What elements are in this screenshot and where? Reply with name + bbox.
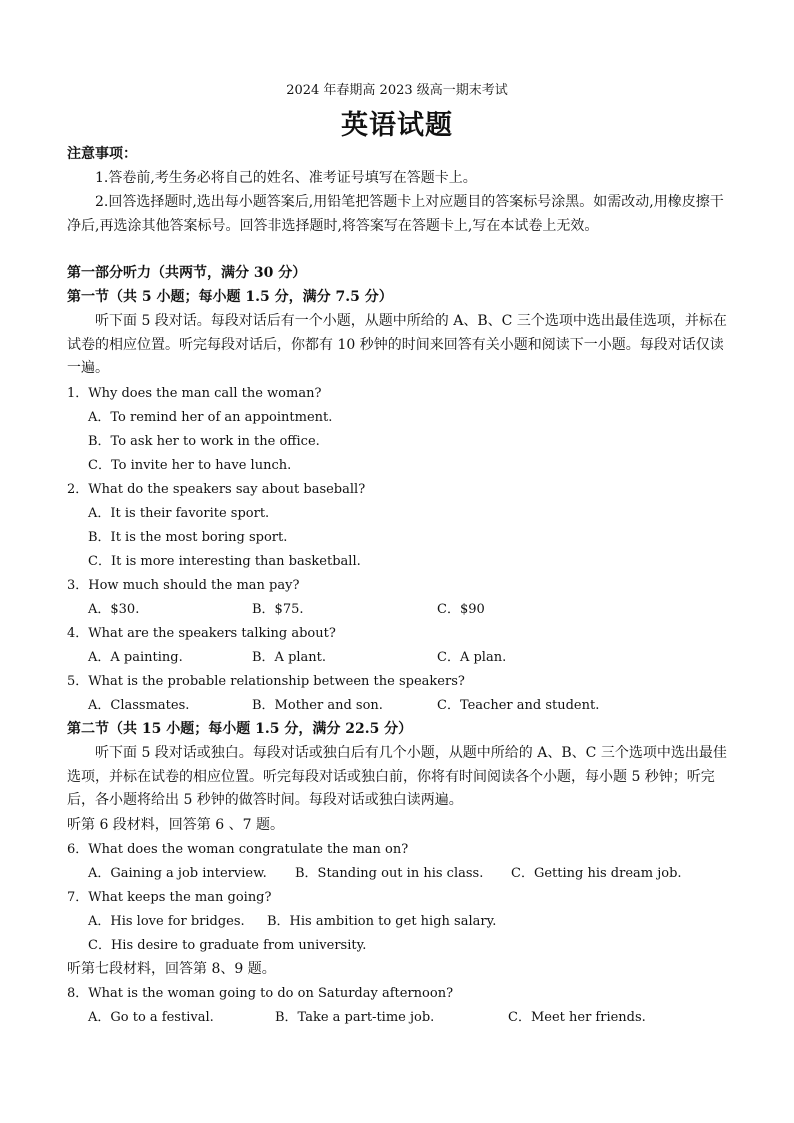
material-6-instruction: 听第 6 段材料，回答第 6 、7 题。 <box>67 817 284 833</box>
question-5-stem: 5．What is the probable relationship between the speakers? <box>67 674 465 689</box>
notice-heading: 注意事项： <box>67 146 137 162</box>
question-6-option-a: A．Gaining a job interview. <box>88 866 267 881</box>
section1-instructions: 听下面 5 段对话。每段对话后有一个小题，从题中所给的 A、B、C 三个选项中选出最佳选项，并标在试卷的相应位置。听完每段对话后，你都有 10 秒钟的时间来回答有关小题和阅读下一小题。每段对话仅读一遍。 <box>67 313 727 376</box>
exam-line: 2024 年春期高 2023 级高一期末考试 <box>286 83 508 98</box>
question-7-option-a: A．His love for bridges. <box>88 914 245 929</box>
section2-heading: 第二节（共 15 小题；每小题 1.5 分，满分 22.5 分） <box>67 721 413 737</box>
question-6-stem: 6．What does the woman congratulate the man on? <box>67 842 409 857</box>
question-8-option-a: A．Go to a festival. <box>88 1010 214 1025</box>
question-7-option-b: B．His ambition to get high salary. <box>267 914 497 929</box>
part1-heading: 第一部分听力（共两节，满分 30 分） <box>67 265 307 281</box>
question-5-option-b: B．Mother and son. <box>252 698 383 713</box>
notice-item-1: 1.答卷前,考生务必将自己的姓名、准考证号填写在答题卡上。 <box>95 170 477 186</box>
question-4-option-a: A．A painting. <box>88 650 183 665</box>
question-6-option-b: B．Standing out in his class. <box>295 866 484 881</box>
question-4-stem: 4．What are the speakers talking about? <box>67 626 336 641</box>
notice-item-2: 2.回答选择题时,选出每小题答案后,用铅笔把答题卡上对应题目的答案标号涂黑。如需改动,用橡皮擦干净后,再选涂其他答案标号。回答非选择题时,将答案写在答题卡上,写在本试卷上无效。 <box>67 194 724 234</box>
question-2-stem: 2．What do the speakers say about baseball? <box>67 482 366 497</box>
question-7-option-c: C．His desire to graduate from university. <box>88 938 367 953</box>
subject-title: 英语试题 <box>341 110 453 141</box>
question-3-option-b: B．$75. <box>252 602 304 617</box>
question-2-option-a: A．It is their favorite sport. <box>88 506 270 521</box>
question-8-stem: 8．What is the woman going to do on Saturday afternoon? <box>67 986 454 1001</box>
question-8-option-b: B．Take a part-time job. <box>275 1010 435 1025</box>
material-7-instruction: 听第七段材料，回答第 8、9 题。 <box>67 961 276 977</box>
question-1-option-b: B．To ask her to work in the office. <box>88 434 320 449</box>
question-3-stem: 3．How much should the man pay? <box>67 578 300 593</box>
question-4-option-c: C．A plan. <box>437 650 507 665</box>
question-3-option-a: A．$30. <box>88 602 140 617</box>
question-7-stem: 7．What keeps the man going? <box>67 890 272 905</box>
question-8-option-c: C．Meet her friends. <box>508 1010 646 1025</box>
section1-heading: 第一节（共 5 小题；每小题 1.5 分，满分 7.5 分） <box>67 289 393 305</box>
question-1-option-a: A．To remind her of an appointment. <box>88 410 333 425</box>
question-5-option-c: C．Teacher and student. <box>437 698 600 713</box>
section2-instructions: 听下面 5 段对话或独白。每段对话或独白后有几个小题，从题中所给的 A、B、C 三个选项中选出最佳选项，并标在试卷的相应位置。听完每段对话或独白前，你将有时间阅读各个小题，每小题 5 秒钟；听完后，各小题将给出 5 秒钟的做答时间。每段对话或独白读两遍。 <box>67 745 727 808</box>
question-1-stem: 1．Why does the man call the woman? <box>67 386 322 401</box>
question-3-option-c: C．$90 <box>437 602 485 617</box>
question-1-option-c: C．To invite her to have lunch. <box>88 458 292 473</box>
question-6-option-c: C．Getting his dream job. <box>511 866 682 881</box>
question-2-option-b: B．It is the most boring sport. <box>88 530 288 545</box>
question-2-option-c: C．It is more interesting than basketball. <box>88 554 361 569</box>
question-5-option-a: A．Classmates. <box>88 698 190 713</box>
question-4-option-b: B．A plant. <box>252 650 327 665</box>
